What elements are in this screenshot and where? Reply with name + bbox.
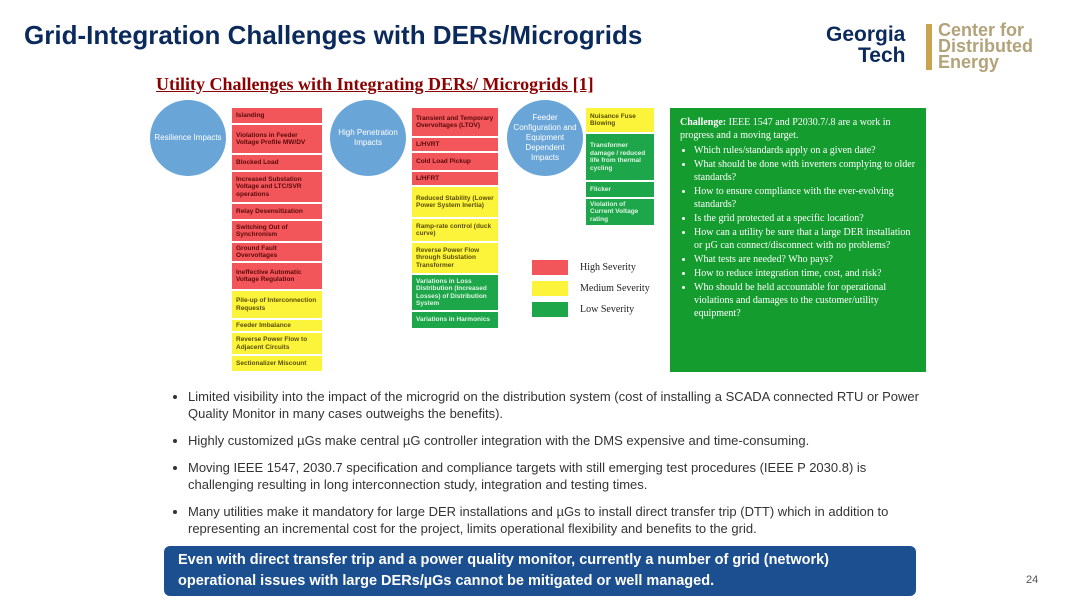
summary-callout: Even with direct transfer trip and a power quality monitor, currently a number of grid (network) operational issues with large DERs/µGs cannot be mitigated or well managed. bbox=[164, 546, 916, 596]
impact-box: Reverse Power Flow to Adjacent Circuits bbox=[232, 333, 322, 354]
impact-box: Nuisance Fuse Blowing bbox=[586, 108, 654, 132]
bullet-item: • Many utilities make it mandatory for large DER installations and µGs to install direct transfer trip (DTT) which in addition to representing an incremental cost for the project, limits operational flexibility and benefits to the grid. bbox=[188, 503, 928, 537]
impact-box: Variations in Harmonics bbox=[412, 312, 498, 328]
logo-energy: Energy bbox=[938, 52, 1000, 72]
severity-legend bbox=[532, 260, 650, 317]
challenge-intro-line bbox=[680, 116, 916, 142]
impact-column-resilience bbox=[232, 108, 322, 371]
bullet-item: • Highly customized µGs make central µG controller integration with the DMS expensive and time-consuming. bbox=[188, 432, 928, 449]
impact-box: L/HVRT bbox=[412, 138, 498, 151]
impact-box: Variations in Loss Distribution (Increased Losses) of Distribution System bbox=[412, 275, 498, 310]
impact-column-feeder-configuration bbox=[586, 108, 654, 225]
legend-swatch-low bbox=[532, 302, 568, 317]
impact-box: Islanding bbox=[232, 108, 322, 123]
impact-box: Transformer damage / reduced life from thermal cycling bbox=[586, 134, 654, 180]
circle-resilience-impacts: Resilience Impacts bbox=[150, 100, 226, 176]
impact-box: Increased Substation Voltage and LTC/SVR operations bbox=[232, 172, 322, 202]
impact-box: Violations in Feeder Voltage Profile MW/DV bbox=[232, 125, 322, 153]
logo-distributed: Distributed bbox=[938, 36, 1034, 56]
challenge-item: • What tests are needed? Who pays? bbox=[694, 253, 916, 266]
impact-box: L/HFRT bbox=[412, 172, 498, 185]
circle-high-penetration-impacts: High Penetration Impacts bbox=[330, 100, 406, 176]
impact-box: Flicker bbox=[586, 182, 654, 197]
impact-box: Feeder Imbalance bbox=[232, 320, 322, 331]
challenge-box bbox=[670, 108, 926, 372]
impact-box: Ground Fault Overvoltages bbox=[232, 243, 322, 261]
georgia-tech-wordmark bbox=[826, 24, 905, 66]
bullet-item: • Limited visibility into the impact of the microgrid on the distribution system (cost of installing a SCADA connected RTU or Power Quality Monitor in many cases outweighs the benefits). bbox=[188, 388, 928, 422]
challenge-list bbox=[680, 144, 916, 320]
challenge-item: • Who should be held accountable for operational violations and damages to the customer/utility equipment? bbox=[694, 281, 916, 320]
cde-wordmark bbox=[938, 22, 1033, 70]
impact-box: Sectionalizer Miscount bbox=[232, 356, 322, 371]
legend-low bbox=[532, 302, 650, 317]
impact-box: Ramp-rate control (duck curve) bbox=[412, 219, 498, 241]
bullet-list bbox=[168, 388, 928, 537]
impact-box: Pile-up of Interconnection Requests bbox=[232, 291, 322, 318]
circle-feeder-configuration-impacts: Feeder Configuration and Equipment Dependent Impacts bbox=[507, 100, 583, 176]
legend-label-low: Low Severity bbox=[580, 304, 635, 315]
legend-swatch-high bbox=[532, 260, 568, 275]
logo-tech: Tech bbox=[858, 44, 906, 67]
legend-label-medium: Medium Severity bbox=[580, 283, 650, 294]
logo-georgia: Georgia bbox=[826, 23, 906, 46]
figure-subtitle: Utility Challenges with Integrating DERs/ Microgrids [1] bbox=[156, 74, 594, 94]
challenge-item: • How to reduce integration time, cost, and risk? bbox=[694, 267, 916, 280]
impact-box: Ineffective Automatic Voltage Regulation bbox=[232, 263, 322, 289]
bullet-section bbox=[168, 388, 928, 547]
legend-medium bbox=[532, 281, 650, 296]
logo-divider bbox=[926, 24, 932, 70]
impact-box: Relay Desensitization bbox=[232, 204, 322, 219]
challenge-heading: Challenge: bbox=[680, 117, 727, 128]
impact-column-high-penetration bbox=[412, 108, 498, 328]
challenge-item: • How to ensure compliance with the ever-evolving standards? bbox=[694, 185, 916, 211]
challenge-item: • Is the grid protected at a specific location? bbox=[694, 212, 916, 225]
challenge-item: • Which rules/standards apply on a given date? bbox=[694, 144, 916, 157]
impact-box: Transient and Temporary Overvoltages (LTOV) bbox=[412, 108, 498, 136]
bullet-item: • Moving IEEE 1547, 2030.7 specification and compliance targets with still emerging test procedures (IEEE P 2030.8) is challenging resulting in long interconnection study, integration and testing times. bbox=[188, 459, 928, 493]
challenge-item: • How can a utility be sure that a large DER installation or µG can connect/disconnect with no problems? bbox=[694, 226, 916, 252]
challenge-item: • What should be done with inverters complying to older standards? bbox=[694, 158, 916, 184]
impact-box: Reverse Power Flow through Substation Transformer bbox=[412, 243, 498, 273]
challenge-intro: IEEE 1547 and P2030.7/.8 are a work in progress and a moving target. bbox=[680, 117, 891, 141]
legend-label-high: High Severity bbox=[580, 262, 636, 273]
logo-center-for: Center for bbox=[938, 20, 1025, 40]
legend-swatch-medium bbox=[532, 281, 568, 296]
impact-box: Reduced Stability (Lower Power System Inertia) bbox=[412, 187, 498, 217]
impact-box: Blocked Load bbox=[232, 155, 322, 170]
impact-box: Violation of Current Voltage rating bbox=[586, 199, 654, 225]
page-number: 24 bbox=[1026, 574, 1039, 586]
impact-box: Cold Load Pickup bbox=[412, 153, 498, 170]
legend-high bbox=[532, 260, 650, 275]
impact-box: Switching Out of Synchronism bbox=[232, 221, 322, 241]
georgia-tech-cde-logo bbox=[826, 20, 1076, 72]
slide-title: Grid-Integration Challenges with DERs/Microgrids bbox=[24, 20, 643, 50]
